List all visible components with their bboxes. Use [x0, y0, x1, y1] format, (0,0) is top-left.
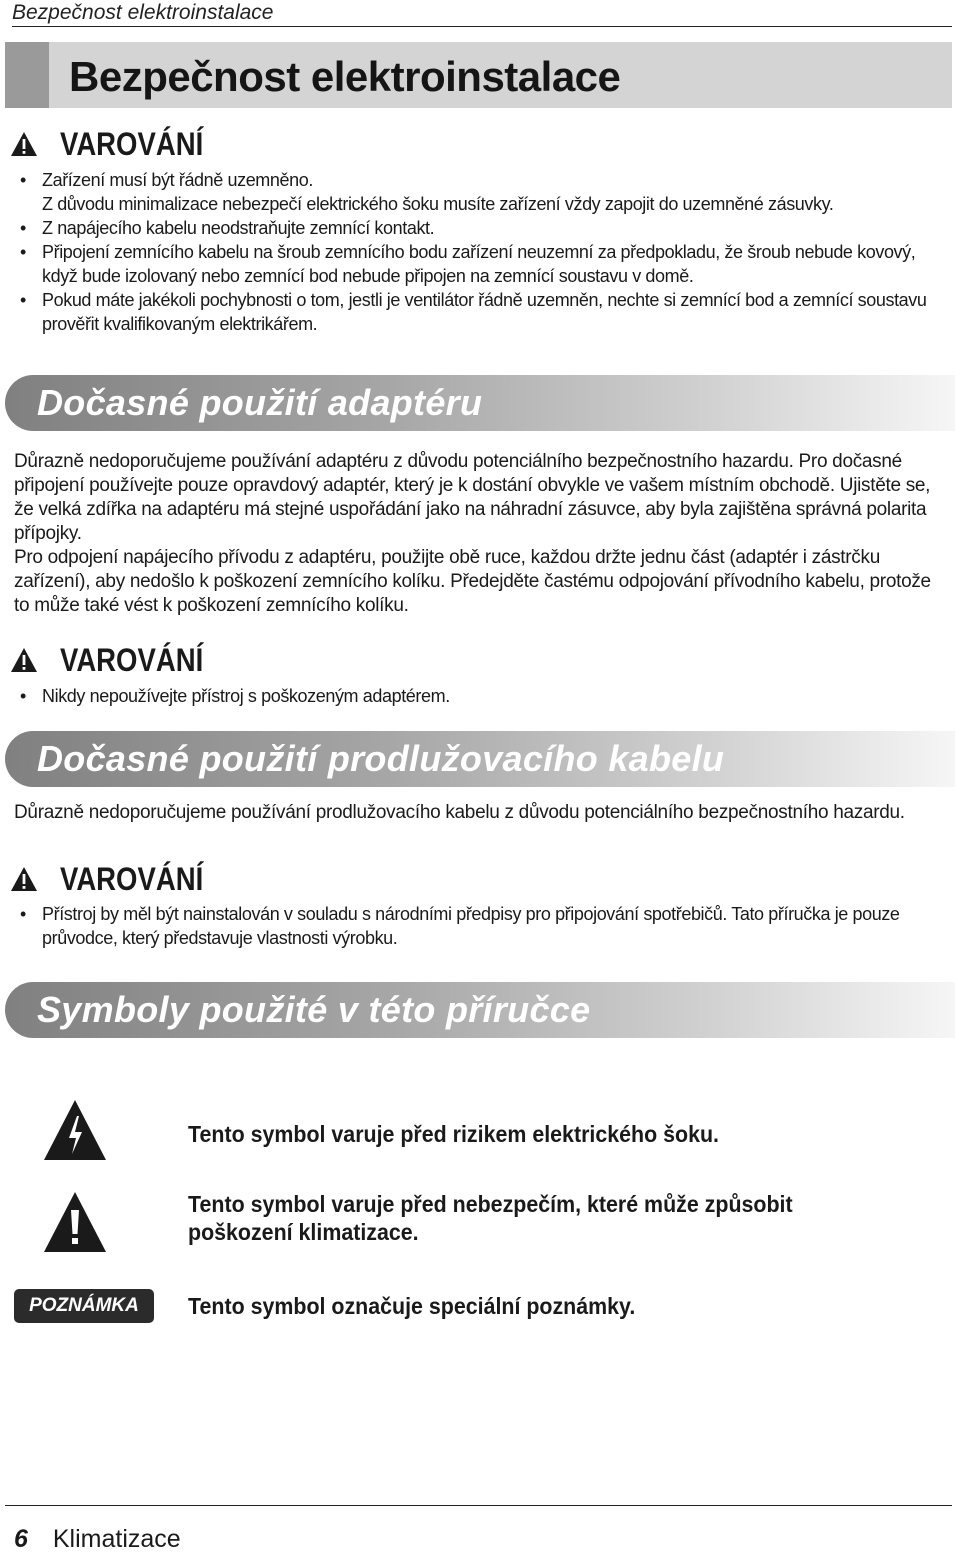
- safety-bullet-list: [14, 168, 946, 336]
- title-band-tab: [5, 42, 49, 108]
- warning-heading: [10, 859, 227, 899]
- warning-heading: [10, 640, 227, 680]
- extension-text: [14, 801, 944, 825]
- extension-paragraph: Důrazně nedoporučujeme používání prodlužovacího kabelu z důvodu potenciálního bezpečnostního hazardu.: [14, 802, 905, 823]
- page-footer: [14, 1522, 181, 1556]
- section-band-extension-cable: [5, 731, 955, 787]
- section-band-symbols: [5, 982, 955, 1038]
- page-title-band: [5, 42, 952, 108]
- list-item: • Z napájecího kabelu neodstraňujte zemnící kontakt.: [14, 216, 946, 240]
- list-item: • Přístroj by měl být nainstalován v souladu s národními předpisy pro připojování spotřebičů. Tato příručka je pouze průvodce, který představuje vlastnosti výrobku.: [14, 902, 946, 950]
- adapter-warning-list: [14, 684, 946, 708]
- list-item: • Připojení zemnícího kabelu na šroub zemnícího bodu zařízení neuzemní za předpokladu, že šroub nebude kovový, když bude izolovaný nebo zemnící bod nebude připojen na zemnící soustavu v domě.: [14, 240, 946, 288]
- list-item: • Zařízení musí být řádně uzemněno. Z důvodu minimalizace nebezpečí elektrického šoku musíte zařízení vždy zapojit do uzemněné zásuvky.: [14, 168, 946, 216]
- section-title-adapter: Dočasné použití adaptéru: [37, 382, 483, 423]
- footer-divider: [5, 1505, 952, 1506]
- adapter-paragraph-1: Důrazně nedoporučujeme používání adaptéru z důvodu potenciálního bezpečnostního hazardu. Pro dočasné připojení používejte pouze opravdový adaptér, který je k dostání obvykle ve vašem místním obchodě. Ujistěte se, že velká zdířka na adaptéru má stejné uspořádání jako na náhradní zásuvce, aby byla zajištěna správná polarita přípojky.: [14, 451, 931, 544]
- warning-triangle-icon: [10, 647, 38, 673]
- symbol-row-exclamation: [0, 1190, 960, 1260]
- running-header-title: Bezpečnost elektroinstalace: [12, 1, 274, 24]
- symbol-description: Tento symbol označuje speciální poznámky.: [188, 1293, 636, 1319]
- page-number: 6: [14, 1525, 28, 1553]
- adapter-text: [14, 450, 944, 618]
- list-item: • Nikdy nepoužívejte přístroj s poškozeným adaptérem.: [14, 684, 946, 708]
- exclamation-warning-icon: [42, 1190, 108, 1254]
- symbol-description: Tento symbol varuje před nebezpečím, které může způsobit poškození klimatizace.: [188, 1191, 793, 1245]
- list-item: • Pokud máte jakékoli pochybnosti o tom, jestli je ventilátor řádně uzemněn, nechte si zemnící bod a zemnící soustavu prověřit kvalifikovaným elektrikářem.: [14, 288, 946, 336]
- symbol-row-note: [0, 1292, 960, 1324]
- warning-triangle-icon: [10, 131, 38, 157]
- warning-label: VAROVÁNÍ: [60, 860, 204, 897]
- note-badge: POZNÁMKA: [14, 1289, 154, 1323]
- warning-label: VAROVÁNÍ: [60, 125, 204, 162]
- symbol-row-electric-shock: [0, 1098, 960, 1168]
- extension-warning-list: [14, 902, 946, 950]
- section-band-adapter: [5, 375, 955, 431]
- running-header: [12, 0, 952, 27]
- footer-product: Klimatizace: [52, 1525, 181, 1553]
- section-title-symbols: Symboly použité v této příručce: [37, 989, 591, 1030]
- section-title-extension-cable: Dočasné použití prodlužovacího kabelu: [37, 738, 725, 779]
- warning-label: VAROVÁNÍ: [60, 641, 204, 678]
- electric-shock-warning-icon: [42, 1098, 108, 1162]
- adapter-paragraph-2: Pro odpojení napájecího přívodu z adaptéru, použijte obě ruce, každou držte jednu část (adaptér i zástrčku zařízení), aby nedošlo k poškození zemnícího kolíku. Předejděte častému odpojování přívodního kabelu, protože to může také vést k poškození zemnícího kolíku.: [14, 547, 931, 616]
- warning-heading: [10, 124, 227, 164]
- symbol-description: Tento symbol varuje před rizikem elektrického šoku.: [188, 1121, 719, 1147]
- page-title: Bezpečnost elektroinstalace: [69, 53, 621, 100]
- warning-triangle-icon: [10, 866, 38, 892]
